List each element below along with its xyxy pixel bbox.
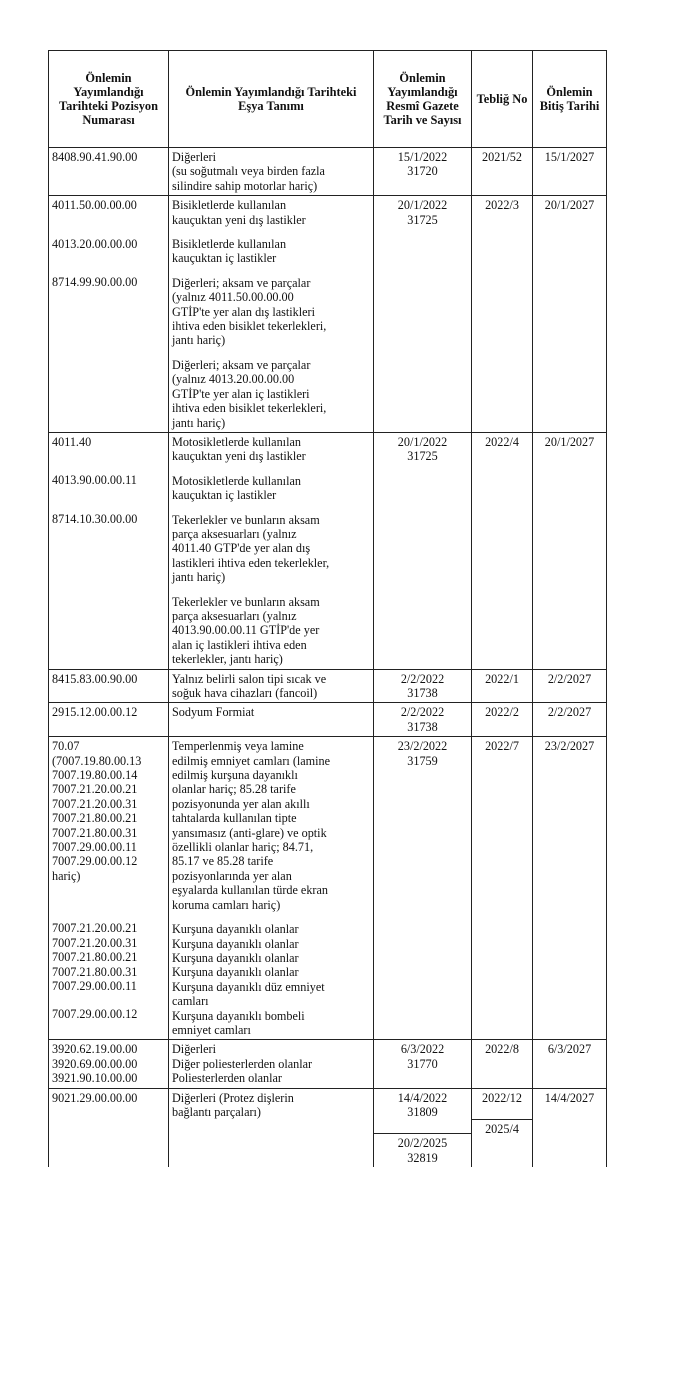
table-row (49, 669, 607, 703)
header-goods-description: Önlemin Yayımlandığı Tarihteki Eşya Tanımı (169, 51, 374, 148)
description-line: emniyet camları (172, 1022, 251, 1037)
description-line: Kurşuna dayanıklı bombeli (172, 1008, 305, 1023)
description-line: tekerlekler, jantı hariç) (172, 652, 283, 667)
table-row (49, 1040, 607, 1088)
description-block (172, 739, 370, 912)
end-date-cell (533, 737, 607, 1040)
description-line: edilmiş emniyet camları (lamine (172, 753, 331, 768)
description-cell (169, 737, 374, 1040)
description-line: Sodyum Formiat (172, 705, 255, 720)
description-line: Diğerleri (172, 1042, 216, 1057)
communique-number: 2022/8 (485, 1042, 519, 1057)
description-block (172, 705, 370, 719)
position-block (52, 237, 165, 265)
position-number: 70.07 (52, 739, 80, 754)
gazette-cell (374, 669, 472, 703)
description-line: kauçuktan yeni dış lastikler (172, 449, 306, 464)
position-cell (49, 737, 169, 1040)
position-block (52, 705, 165, 719)
spacer (52, 540, 165, 554)
description-cell (169, 432, 374, 669)
description-line: edilmiş kurşuna dayanıklı (172, 768, 298, 783)
communique-cell (472, 1088, 533, 1167)
position-number: 3921.90.10.00.00 (52, 1071, 138, 1086)
position-number: 8714.99.90.00.00 (52, 275, 138, 290)
spacer (52, 554, 165, 568)
description-line: kauçuktan iç lastikler (172, 488, 277, 503)
position-block (52, 739, 165, 911)
communique-amendment (472, 1119, 532, 1150)
position-number: 7007.29.00.00.11 (52, 840, 137, 855)
description-line: Kurşuna dayanıklı olanlar (172, 936, 299, 951)
description-line: özellikli olanlar hariç; 84.71, (172, 840, 314, 855)
position-block (52, 473, 165, 501)
gazette-date: 15/1/2022 (397, 150, 448, 164)
description-line: tahtalarda kullanılan tipte (172, 811, 297, 826)
position-number: 9021.29.00.00.00 (52, 1090, 138, 1105)
position-cell (49, 669, 169, 703)
spacer (52, 449, 165, 463)
description-block (172, 474, 370, 503)
end-date-cell (533, 703, 607, 737)
description-line: Motosikletlerde kullanılan (172, 434, 301, 449)
position-block (52, 672, 165, 700)
position-cell (49, 703, 169, 737)
description-line: Yalnız belirli salon tipi sıcak ve (172, 671, 327, 686)
description-line: parça aksesuarları (yalnız (172, 608, 297, 623)
spacer (52, 178, 165, 192)
description-line: bağlantı parçaları) (172, 1104, 261, 1119)
spacer (52, 383, 165, 397)
spacer (52, 883, 165, 897)
description-cell (169, 1088, 374, 1167)
description-line: Temperlenmiş veya lamine (172, 739, 304, 754)
gazette-number: 31720 (407, 164, 438, 179)
position-number: 4013.90.00.00.11 (52, 473, 137, 488)
end-date: 14/4/2027 (544, 1090, 595, 1105)
communique-number: 2022/12 (482, 1090, 522, 1105)
spacer (52, 526, 165, 540)
position-number: 7007.21.80.00.21 (52, 811, 138, 826)
position-number: 4011.50.00.00.00 (52, 198, 137, 213)
position-number: 3920.62.19.00.00 (52, 1042, 138, 1057)
description-line: alan iç lastikleri ihtiva eden (172, 637, 307, 652)
position-block (52, 150, 165, 192)
position-cell (49, 432, 169, 669)
description-line: koruma camları hariç) (172, 897, 281, 912)
position-number: 7007.21.80.00.21 (52, 950, 138, 965)
description-line: yansımasız (anti-glare) ve optik (172, 825, 327, 840)
description-line: kauçuktan yeni dış lastikler (172, 212, 306, 227)
description-line: Bisikletlerde kullanılan (172, 198, 287, 213)
gazette-number: 31809 (407, 1104, 438, 1119)
description-line: jantı hariç) (172, 570, 226, 585)
position-number: 4011.40 (52, 434, 92, 449)
gazette-number: 31738 (407, 686, 438, 700)
description-line: parça aksesuarları (yalnız (172, 526, 297, 541)
table-row (49, 196, 607, 433)
spacer (475, 1136, 529, 1150)
spacer (52, 251, 165, 265)
document-page (48, 50, 606, 1167)
table-row (49, 1088, 607, 1167)
description-cell (169, 1040, 374, 1088)
spacer (52, 568, 165, 582)
spacer (52, 606, 165, 620)
position-block (52, 512, 165, 582)
position-number: 8714.10.30.00.00 (52, 511, 138, 526)
spacer (52, 634, 165, 648)
description-block (172, 276, 370, 348)
position-cell (49, 196, 169, 433)
gazette-cell (374, 432, 472, 669)
description-line: camları (172, 994, 209, 1009)
measures-table (48, 50, 607, 1167)
position-number: 8415.83.00.90.00 (52, 671, 138, 686)
position-number: 2915.12.00.00.12 (52, 705, 138, 720)
spacer (52, 897, 165, 911)
table-header-row (49, 51, 607, 148)
description-block (172, 358, 370, 430)
description-cell (169, 196, 374, 433)
communique-number: 2022/7 (485, 739, 519, 754)
description-cell (169, 148, 374, 196)
gazette-date: 2/2/2022 (400, 705, 445, 720)
description-line: Bisikletlerde kullanılan (172, 237, 287, 252)
position-block (52, 592, 165, 662)
spacer (52, 289, 165, 303)
gazette-number: 31738 (407, 719, 438, 734)
gazette-cell (374, 148, 472, 196)
spacer (52, 369, 165, 383)
description-block (172, 922, 370, 1037)
spacer (52, 303, 165, 317)
gazette-cell (374, 1040, 472, 1088)
position-block (52, 921, 165, 1035)
description-line: GTİP'te yer alan iç lastikleri (172, 386, 310, 401)
description-block (172, 237, 370, 266)
description-block (172, 198, 370, 227)
spacer (52, 648, 165, 662)
description-line: Diğer poliesterlerden olanlar (172, 1056, 313, 1071)
spacer (52, 1022, 165, 1036)
gazette-amendment (374, 1133, 471, 1165)
gazette-cell (374, 703, 472, 737)
gazette-date: 6/3/2022 (400, 1042, 445, 1057)
gazette-number: 31725 (407, 212, 438, 227)
position-number: 7007.21.20.00.21 (52, 782, 138, 797)
communique-number: 2021/52 (482, 150, 522, 164)
spacer (52, 397, 165, 411)
description-line: Tekerlekler ve bunların aksam (172, 512, 320, 527)
header-gazette-date-number: Önlemin Yayımlandığı Resmî Gazete Tarih ve Sayısı (374, 51, 472, 148)
description-block (172, 1042, 370, 1085)
description-block (172, 150, 370, 193)
position-number: 3920.69.00.00.00 (52, 1056, 138, 1071)
description-line: (yalnız 4011.50.00.00.00 (172, 290, 294, 305)
table-row (49, 148, 607, 196)
description-line: lastikleri ihtiva eden tekerlekler, (172, 555, 330, 570)
communique-cell (472, 432, 533, 669)
description-block (172, 513, 370, 585)
position-cell (49, 1088, 169, 1167)
gazette-date: 2/2/2022 (400, 671, 445, 686)
description-line: ihtiva eden bisiklet tekerlekleri, (172, 319, 327, 334)
description-line: jantı hariç) (172, 333, 226, 348)
table-row (49, 703, 607, 737)
gazette-date: 14/4/2022 (397, 1090, 448, 1105)
description-line: Kurşuna dayanıklı düz emniyet (172, 979, 325, 994)
communique-number: 2022/3 (485, 198, 519, 213)
gazette-number: 31759 (407, 753, 438, 768)
communique-cell (472, 737, 533, 1040)
position-number: 7007.29.00.00.11 (52, 978, 137, 993)
description-line: Kurşuna dayanıklı olanlar (172, 922, 299, 937)
end-date: 20/1/2027 (544, 198, 595, 213)
description-cell (169, 669, 374, 703)
description-line: 4011.40 GTP'de yer alan dış (172, 541, 311, 556)
position-number: 7007.29.00.00.12 (52, 1007, 138, 1022)
description-line: eşyalarda kullanılan türde ekran (172, 883, 328, 898)
header-position-number: Önlemin Yayımlandığı Tarihteki Pozisyon Numarası (49, 51, 169, 148)
end-date-cell (533, 1088, 607, 1167)
communique-cell (472, 703, 533, 737)
position-block (52, 435, 165, 463)
communique-number: 2022/4 (485, 434, 519, 449)
description-line: (su soğutmalı veya birden fazla (172, 164, 325, 179)
spacer (52, 331, 165, 345)
spacer (52, 488, 165, 502)
position-number: 8408.90.41.90.00 (52, 150, 138, 164)
description-line: kauçuktan iç lastikler (172, 251, 277, 266)
gazette-date: 23/2/2022 (397, 739, 448, 754)
end-date-cell (533, 669, 607, 703)
spacer (52, 164, 165, 178)
position-block (52, 198, 165, 226)
end-date: 2/2/2027 (547, 705, 592, 720)
communique-number: 2022/1 (485, 671, 519, 686)
spacer (52, 213, 165, 227)
position-block (52, 1042, 165, 1085)
position-number: hariç) (52, 868, 81, 883)
position-cell (49, 148, 169, 196)
position-cell (49, 1040, 169, 1088)
description-line: olanlar hariç; 85.28 tarife (172, 782, 296, 797)
description-line: Tekerlekler ve bunların aksam (172, 594, 320, 609)
position-block (52, 355, 165, 425)
description-line: jantı hariç) (172, 415, 226, 430)
spacer (52, 317, 165, 331)
description-line: ihtiva eden bisiklet tekerlekleri, (172, 401, 327, 416)
position-number: 7007.21.20.00.31 (52, 935, 138, 950)
table-row (49, 737, 607, 1040)
communique-number: 2022/2 (485, 705, 519, 720)
end-date: 15/1/2027 (544, 150, 595, 164)
position-number: 7007.21.80.00.31 (52, 825, 138, 840)
end-date: 6/3/2027 (547, 1042, 592, 1057)
gazette-date: 20/1/2022 (397, 198, 448, 213)
spacer (52, 686, 165, 700)
description-block (172, 672, 370, 701)
end-date-cell (533, 432, 607, 669)
position-number: 7007.19.80.00.14 (52, 768, 138, 783)
end-date-cell (533, 148, 607, 196)
gazette-date: 20/2/2025 (397, 1136, 448, 1151)
position-block (52, 275, 165, 345)
spacer (52, 620, 165, 634)
position-number: 7007.21.20.00.21 (52, 921, 138, 936)
position-number (52, 993, 165, 1007)
spacer (52, 592, 165, 606)
description-line: Diğerleri (172, 150, 216, 164)
end-date: 23/2/2027 (544, 739, 595, 754)
position-number: 7007.21.80.00.31 (52, 964, 138, 979)
gazette-number: 31770 (407, 1056, 438, 1071)
end-date-cell (533, 1040, 607, 1088)
description-cell (169, 703, 374, 737)
description-block (172, 595, 370, 667)
position-number: 7007.21.20.00.31 (52, 796, 138, 811)
description-line: Diğerleri; aksam ve parçalar (172, 357, 311, 372)
header-communique-number: Tebliğ No (472, 51, 533, 148)
description-line: soğuk hava cihazları (fancoil) (172, 686, 318, 700)
end-date: 2/2/2027 (547, 671, 592, 686)
description-line: 85.17 ve 85.28 tarife (172, 854, 274, 869)
description-line: Kurşuna dayanıklı olanlar (172, 965, 299, 980)
description-line: GTİP'te yer alan dış lastikleri (172, 304, 315, 319)
gazette-number: 32819 (407, 1150, 438, 1165)
description-block (172, 435, 370, 464)
communique-cell (472, 196, 533, 433)
description-line: 4013.90.00.00.11 GTİP'de yer (172, 623, 320, 638)
description-line: silindire sahip motorlar hariç) (172, 178, 318, 193)
position-number: 7007.29.00.00.12 (52, 854, 138, 869)
header-end-date: Önlemin Bitiş Tarihi (533, 51, 607, 148)
description-line: Poliesterlerden olanlar (172, 1071, 282, 1086)
position-number: 4013.20.00.00.00 (52, 236, 138, 251)
end-date-cell (533, 196, 607, 433)
spacer (52, 355, 165, 369)
spacer (52, 411, 165, 425)
gazette-date: 20/1/2022 (397, 434, 448, 449)
communique-cell (472, 1040, 533, 1088)
description-line: (yalnız 4013.20.00.00.00 (172, 372, 295, 387)
end-date: 20/1/2027 (544, 434, 595, 449)
gazette-cell (374, 737, 472, 1040)
gazette-cell (374, 196, 472, 433)
description-line: Kurşuna dayanıklı olanlar (172, 950, 299, 965)
description-line: Diğerleri (Protez dişlerin (172, 1090, 294, 1105)
table-row (49, 432, 607, 669)
description-line: Motosikletlerde kullanılan (172, 473, 301, 488)
description-line: pozisyonlarında yer alan (172, 868, 292, 883)
position-number: (7007.19.80.00.13 (52, 753, 142, 768)
description-line: pozisyonunda yer alan akıllı (172, 796, 310, 811)
communique-cell (472, 148, 533, 196)
communique-cell (472, 669, 533, 703)
description-line: Diğerleri; aksam ve parçalar (172, 275, 311, 290)
gazette-number: 31725 (407, 449, 438, 464)
communique-number: 2025/4 (485, 1121, 519, 1136)
gazette-cell (374, 1088, 472, 1167)
